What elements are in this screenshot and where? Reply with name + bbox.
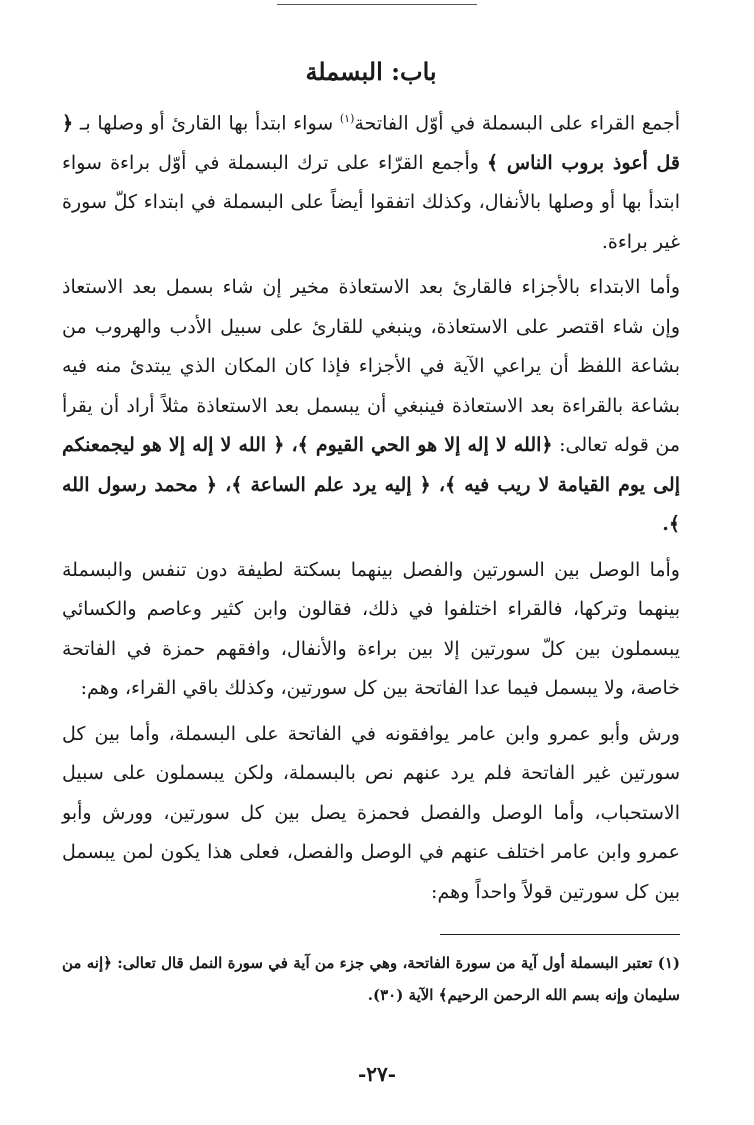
paragraph-1-rest: وأجمع القرّاء على ترك البسملة في أوّل براءة سواء ابتدأ بها أو وصلها بالأنفال، وكذلك اتفقوا أيضاً على البسملة في ابتداء كلّ سورة غير براءة. (62, 151, 680, 253)
paragraph-4: ورش وأبو عمرو وابن عامر يوافقونه في الفاتحة على البسملة، وأما بين كل سورتين غير الفاتحة فلم يرد عنهم نص بالبسملة، ولكن يبسملون على سبيل الاستحباب، وأما الوصل والفصل فحمزة يصل بين كل سورتين، وورش وأبو عمرو وابن عامر اختلف عنهم في الوصل والفصل، فعلى هذا يكون لمن يبسمل بين كل سورتين قولاً واحداً وهم: (62, 722, 680, 903)
paragraph-2 (62, 268, 680, 545)
page-number: -٢٧- (357, 1062, 397, 1086)
paragraph-1 (62, 99, 680, 262)
paragraph-3: وأما الوصل بين السورتين والفصل بينهما بسكتة لطيفة دون تنفس والبسملة بينهما وتركها، فالقراء اختلفوا في ذلك، فقالون وابن كثير وعاصم والكسائي يبسملون بين كلّ سورتين إلا بين براءة والأنفال، وافقهم حمزة في الفاتحة خاصة، ولا يبسمل فيما عدا الفاتحة بين كل سورتين، وكذلك باقي القراء، وهم: (62, 558, 680, 700)
page-body (62, 55, 680, 1011)
quran-quotes: ﴿الله لا إله إلا هو الحي القيوم ﴾، ﴿ الله لا إله إلا هو ليجمعنكم إلى يوم القيامة لا ريب فيه ﴾، ﴿ إليه يرد علم الساعة ﴾، ﴿ محمد رسول الله ﴾. (62, 434, 680, 536)
paragraph-1-text-cont: سواء ابتدأ بها القارئ أو وصلها بـ (73, 112, 340, 135)
footnote-ref[interactable]: (١) (339, 112, 355, 125)
chapter-title: باب: البسملة (305, 57, 437, 86)
paragraph-1-text: أجمع القراء على البسملة في أوّل الفاتحة (354, 112, 681, 135)
quran-quote: ﴿ قل أعوذ بروب الناس ﴾ (62, 112, 680, 174)
footnote: (١) تعتبر البسملة أول آية من سورة الفاتحة، وهي جزء من آية في سورة النمل قال تعالى: ﴿إنه من سليمان وإنه بسم الله الرحمن الرحيم﴾ الآية (٣٠). (62, 954, 680, 1005)
top-rule (277, 4, 477, 5)
paragraph-2-text: وأما الابتداء بالأجزاء فالقارئ بعد الاستعاذة مخير إن شاء بسمل بعد الاستعاذ وإن شاء اقتصر على الاستعاذة، وينبغي للقارئ على سبيل الأدب والهروب من بشاعة اللفظ أن يراعي الآية في الأجزاء فإذا كان المكان الذي يبتدئ منه فيه بشاعة بالقراءة بعد الاستعاذة فينبغي أن يبسمل بعد الاستعاذة مثلاً أراد أن يقرأ من قوله تعالى: (62, 276, 681, 457)
footnote-divider (440, 934, 680, 935)
